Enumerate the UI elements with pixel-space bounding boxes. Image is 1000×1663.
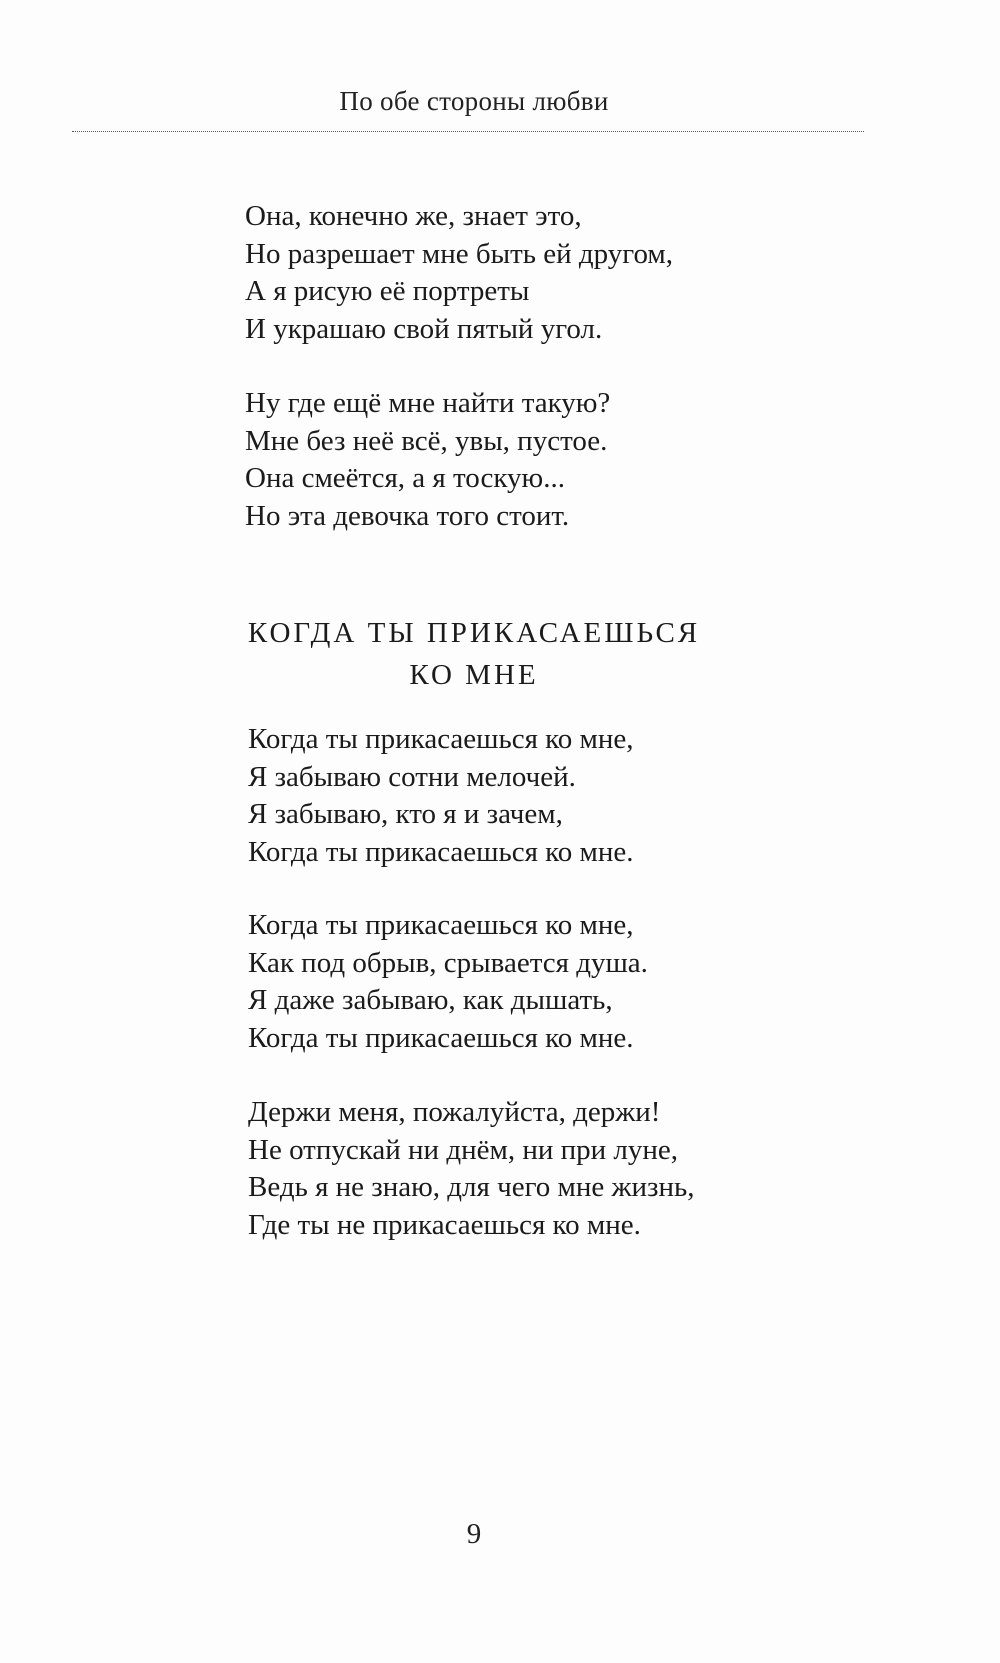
poem-title-line: КО МНЕ	[409, 659, 539, 691]
poem-title	[0, 612, 948, 696]
poem1-stanza-2	[245, 385, 610, 535]
poem-title-line: КОГДА ТЫ ПРИКАСАЕШЬСЯ	[247, 617, 701, 649]
running-head: По обе стороны любви	[339, 86, 609, 116]
header-rule	[72, 131, 864, 132]
verse-line: Она смеётся, а я тоскую...	[245, 462, 565, 494]
verse-line: Когда ты прикасаешься ко мне,	[248, 909, 634, 941]
verse-line: Но эта девочка того стоит.	[245, 499, 570, 532]
verse-line: Когда ты прикасаешься ко мне.	[248, 1021, 634, 1054]
verse-line: Где ты не прикасаешься ко мне.	[248, 1208, 641, 1241]
poem2-stanza-2	[248, 907, 648, 1057]
verse-line: Когда ты прикасаешься ко мне,	[248, 723, 634, 755]
verse-line: Держи меня, пожалуйста, держи!	[248, 1096, 661, 1128]
poem2-stanza-1	[248, 721, 634, 871]
verse-line: А я рисую её портреты	[245, 275, 530, 307]
verse-line: Мне без неё всё, увы, пустое.	[245, 424, 608, 457]
verse-line: Но разрешает мне быть ей другом,	[245, 237, 674, 270]
verse-line: Как под обрыв, срывается душа.	[248, 946, 648, 979]
verse-line: Ведь я не знаю, для чего мне жизнь,	[248, 1171, 695, 1203]
verse-line: Я забываю сотни мелочей.	[248, 760, 576, 793]
verse-line: Когда ты прикасаешься ко мне.	[248, 835, 634, 868]
poem1-stanza-1	[245, 198, 673, 348]
verse-line: Она, конечно же, знает это,	[245, 200, 582, 232]
poem2-stanza-3	[248, 1094, 695, 1244]
page-number: 9	[466, 1518, 482, 1550]
verse-line: Не отпускай ни днём, ни при луне,	[248, 1133, 679, 1166]
verse-line: И украшаю свой пятый угол.	[245, 312, 603, 345]
verse-line: Я даже забываю, как дышать,	[248, 984, 613, 1016]
verse-line: Ну где ещё мне найти такую?	[245, 387, 611, 419]
verse-line: Я забываю, кто я и зачем,	[248, 798, 563, 830]
